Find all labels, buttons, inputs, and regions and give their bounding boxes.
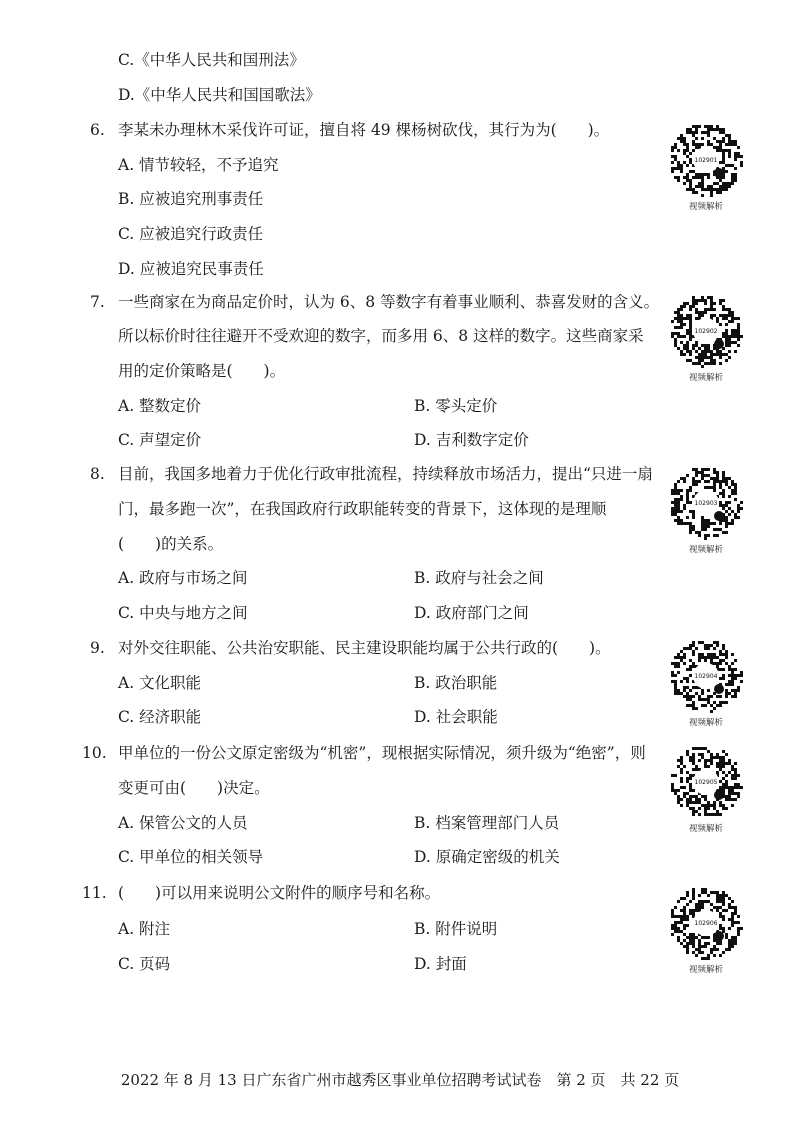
option-d: D. 原确定密级的机关 (414, 848, 560, 866)
question-text: 一些商家在为商品定价时，认为 6、8 等数字有着事业顺利、恭喜发财的含义。 (118, 293, 660, 311)
option-d: D. 政府部门之间 (414, 604, 529, 622)
qr-code-icon (668, 465, 744, 541)
qr-caption: 视频解析 (688, 718, 723, 728)
qr-caption: 视频解析 (688, 373, 723, 383)
option-c: C. 页码 (118, 955, 171, 973)
qr-code-number: 102904 (694, 673, 718, 680)
page-footer: 2022 年 8 月 13 日广东省广州市越秀区事业单位招聘考试试卷 第 2 页 共 22 页 (120, 1071, 680, 1089)
question-number: 6. (90, 121, 105, 139)
video-qr-code[interactable] (668, 293, 744, 383)
video-qr-code[interactable] (668, 638, 744, 728)
qr-code-number: 102901 (694, 157, 718, 164)
qr-code-number: 102902 (694, 328, 718, 335)
option-d: D. 封面 (414, 955, 467, 973)
option-b: B. 政府与社会之间 (414, 569, 544, 587)
option-d: D. 吉利数字定价 (414, 431, 529, 449)
option-c: C. 经济职能 (118, 708, 202, 726)
question-number: 7. (90, 293, 105, 311)
video-qr-code[interactable] (668, 122, 744, 212)
option-a: A. 政府与市场之间 (118, 569, 248, 587)
question-number: 10. (82, 744, 107, 762)
question-text: 甲单位的一份公文原定密级为“机密”，现根据实际情况，须升级为“绝密”，则 (118, 744, 646, 762)
qr-code-icon (668, 293, 744, 369)
qr-caption: 视频解析 (688, 545, 723, 555)
question-text: 门，最多跑一次”，在我国政府行政职能转变的背景下，这体现的是理顺 (118, 500, 607, 518)
option-b: B. 应被追究刑事责任 (118, 190, 264, 208)
qr-code-icon (668, 122, 744, 198)
option-c: C. 中央与地方之间 (118, 604, 248, 622)
qr-code-number: 102905 (694, 779, 718, 786)
option-a: A. 情节较轻，不予追究 (118, 156, 279, 174)
option-a: A. 附注 (118, 920, 171, 938)
question-text: ( )可以用来说明公文附件的顺序号和名称。 (118, 884, 441, 902)
option-a: A. 文化职能 (118, 674, 202, 692)
question-number: 11. (82, 884, 107, 902)
qr-code-icon (668, 885, 744, 961)
question-number: 8. (90, 465, 105, 483)
option-d-prev: D.《中华人民共和国国歌法》 (118, 86, 321, 104)
question-text: ( )的关系。 (118, 535, 224, 553)
qr-code-icon (668, 638, 744, 714)
option-a: A. 整数定价 (118, 397, 202, 415)
question-text: 李某未办理林木采伐许可证，擅自将 49 棵杨树砍伐，其行为为( )。 (118, 121, 610, 139)
qr-caption: 视频解析 (688, 965, 723, 975)
qr-caption: 视频解析 (688, 824, 723, 834)
option-a: A. 保管公文的人员 (118, 814, 248, 832)
option-b: B. 零头定价 (414, 397, 498, 415)
option-b: B. 政治职能 (414, 674, 498, 692)
option-c: C. 声望定价 (118, 431, 202, 449)
question-number: 9. (90, 639, 105, 657)
qr-code-number: 102903 (694, 500, 718, 507)
option-b: B. 档案管理部门人员 (414, 814, 560, 832)
video-qr-code[interactable] (668, 465, 744, 555)
option-b: B. 附件说明 (414, 920, 498, 938)
question-text: 用的定价策略是( )。 (118, 362, 286, 380)
option-d: D. 应被追究民事责任 (118, 260, 264, 278)
video-qr-code[interactable] (668, 744, 744, 834)
option-d: D. 社会职能 (414, 708, 498, 726)
question-text: 所以标价时往往避开不受欢迎的数字，而多用 6、8 这样的数字。这些商家采 (118, 327, 644, 345)
qr-code-icon (668, 744, 744, 820)
question-text: 目前，我国多地着力于优化行政审批流程，持续释放市场活力，提出“只进一扇 (118, 465, 653, 483)
question-text: 对外交往职能、公共治安职能、民主建设职能均属于公共行政的( )。 (118, 639, 611, 657)
option-c-prev: C.《中华人民共和国刑法》 (118, 51, 305, 69)
qr-code-number: 102906 (694, 920, 718, 927)
option-c: C. 应被追究行政责任 (118, 225, 264, 243)
qr-caption: 视频解析 (688, 202, 723, 212)
option-c: C. 甲单位的相关领导 (118, 848, 264, 866)
video-qr-code[interactable] (668, 885, 744, 975)
question-text: 变更可由( )决定。 (118, 779, 270, 797)
